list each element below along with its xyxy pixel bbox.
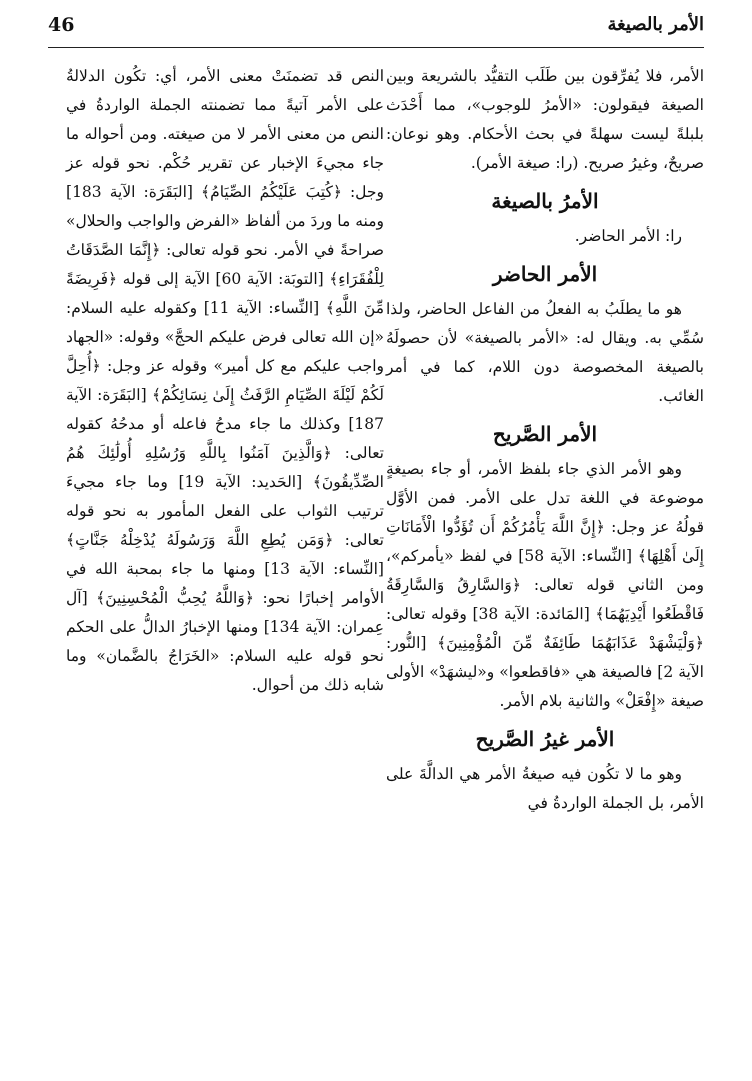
heading-amr-sarih: الأمر الصَّريح xyxy=(492,422,598,446)
right-column xyxy=(386,62,704,818)
paragraph-amr-bil-sigha: را: الأمر الحاضر. xyxy=(574,227,682,245)
paragraph-amr-sarih: وهو الأمر الذي جاء بلفظ الأمر، أو جاء بصيغةٍ موضوعة في اللغة تدل على الأمر. فمن الأوَّل قولُهُ عز وجل: ﴿إِنَّ اللَّهَ يَأْمُرُكُمْ أَن تُؤَدُّوا الْأَمَانَاتِ إِلَىٰ أَهْلِهَا﴾ [النِّساء: الآية 58] في لفظ «يأمركم»، ومن الثاني قوله تعالى: ﴿وَالسَّارِقُ وَالسَّارِقَةُ فَاقْطَعُوا أَيْدِيَهُمَا﴾ [المَائدة: الآية 38] وقوله تعالى: ﴿وَلْيَشْهَدْ عَذَابَهُمَا طَائِفَةٌ مِّنَ الْمُؤْمِنِينَ﴾ [النُّور: الآية 2] فالصيغة هي «فاقطعوا» و«ليشهَدْ» الأولى صيغة «إِفْعَلْ» والثانية بلام الأمر. xyxy=(386,460,704,710)
paragraph-amr-ghayr-sarih: وهو ما لا تكُون فيه صيغةُ الأمر هي الدالَّةَ على الأمر، بل الجملة الواردةُ في xyxy=(386,765,704,812)
running-title: الأمر بالصيغة xyxy=(607,14,704,35)
left-column xyxy=(66,62,384,700)
page-number: 46 xyxy=(48,14,75,36)
header-rule xyxy=(48,47,704,48)
heading-amr-ghayr-sarih: الأمر غيرُ الصَّريح xyxy=(475,727,615,751)
paragraph-amr-hadir: هو ما يطلَبُ به الفعلُ من الفاعل الحاضر، ولذا سُمِّي به. ويقال له: «الأمر بالصيغة» لأن حصولَهُ بالصيغة المخصوصة دون اللام، كما في أمر الغائب. xyxy=(386,300,704,405)
heading-amr-bil-sigha: الأمرُ بالصيغة xyxy=(491,189,599,213)
page-header xyxy=(48,8,704,42)
left-column-paragraph: النص قد تضمنَتْ معنى الأمر، أي: تكُون الدلالةُ على الأمر آتيةً مما تضمنته الجملة الواردةُ في النص من معنى الأمر لا من صيغته. ومن أحواله ما جاء مجيءَ الإخبار عن تقرير حُكْم. نحو قوله عز وجل: ﴿كُتِبَ عَلَيْكُمُ الصِّيَامُ﴾ [البَقَرَة: الآية 183] ومنه ما وردَ من ألفاظ «الفرض والواجب والحلال» صراحةً في الأمر. نحو قوله تعالى: ﴿إِنَّمَا الصَّدَقَاتُ لِلْفُقَرَاءِ﴾ [التوبَة: الآية 60] الآية إلى قوله ﴿فَرِيضَةً مِّنَ اللَّهِ﴾ [النِّساء: الآية 11] وكقوله عليه السلام: «إن الله تعالى فرض عليكم الحجَّ» وقوله: «الجهاد واجب عليكم مع كل أمير» وقوله عز وجل: ﴿أُحِلَّ لَكُمْ لَيْلَةَ الصِّيَامِ الرَّفَثُ إِلَىٰ نِسَائِكُمْ﴾ [البَقَرَة: الآية 187] وكذلك ما جاء مدحُ فاعله أو مدحُهُ كقوله تعالى: ﴿وَالَّذِينَ آمَنُوا بِاللَّهِ وَرُسُلِهِ أُولَٰئِكَ هُمُ الصِّدِّيقُونَ﴾ [الحَديد: الآية 19] وما جاء مجيءَ ترتيب الثواب على الفعل المأمور به نحو قوله تعالى: ﴿وَمَن يُطِعِ اللَّهَ وَرَسُولَهُ يُدْخِلْهُ جَنَّاتٍ﴾ [النِّساء: الآية 13] ومنها ما جاء بمحبة الله في الأوامر إخبارًا نحو: ﴿وَاللَّهُ يُحِبُّ الْمُحْسِنِينَ﴾ [آل عِمران: الآية 134] ومنها الإخبارُ الدالُّ على الحكم نحو قوله عليه السلام: «الخَرَاجُ بالضَّمان» وما شابه ذلك من أحوال. xyxy=(66,67,384,694)
heading-amr-hadir: الأمر الحاضر xyxy=(492,262,598,286)
right-intro-paragraph: الأمر، فلا يُفرِّقون بين طَلَب التقيُّد بالشريعة وبين الصيغة فيقولون: «الأمرُ للوجوب»، مما أَحْدَث بلبلةً ليست سهلةً في بحث الأحكام. وهو نوعان: صريحٌ، وغيرُ صريح. (را: صيغة الأمر). xyxy=(386,67,704,172)
